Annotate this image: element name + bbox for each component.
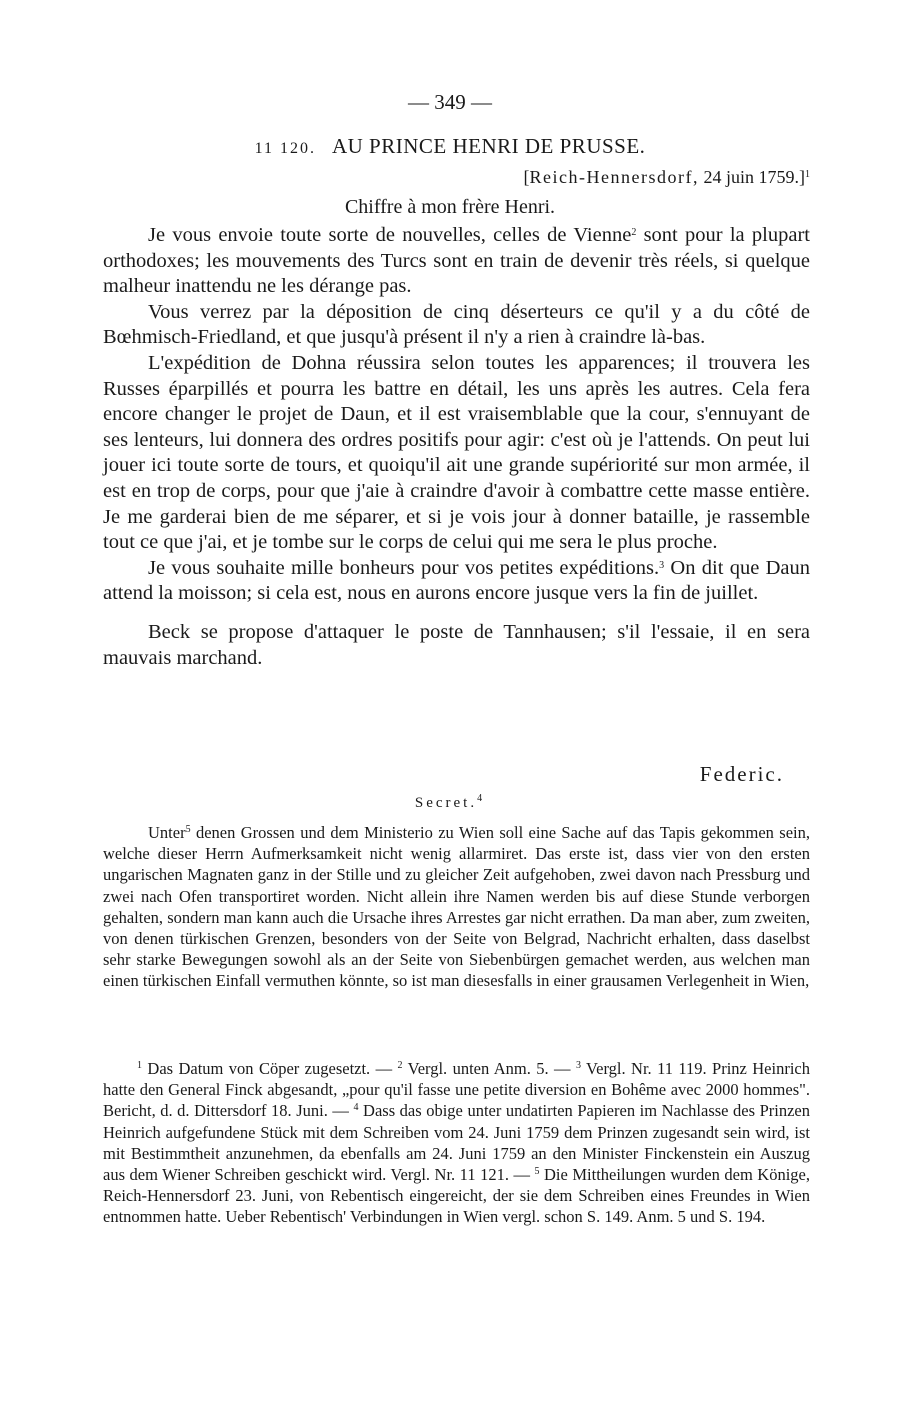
- letter-body: [103, 223, 810, 671]
- footnote-4: Dass das obige unter undatirten Papieren im Nachlasse des Prinzen Heinrich aufgefundene Stück mit dem Schreiben vom 24. Juni 1759 dem Prinzen zugesandt sein wird, ist mit Bestimmtheit anzunehmen, da ebenfalls am 24. Juni 1759 an den Minister Finckenstein ein Auszug aus dem Wiener Schreiben geschickt wird. Vergl. Nr. 11 121. —: [103, 1101, 810, 1185]
- footnote-5: Die Mittheilungen wurden dem Könige, Reich-Hennersdorf 23. Juni, von Rebentisch eingereicht, der sie dem Schreiben eines Freundes in Wien entnommen hatte. Ueber Rebentisch' Verbindungen in Wien vergl. schon S. 149. Anm. 5 und S. 194.: [103, 1165, 810, 1227]
- footnote-ref-4: 4: [477, 793, 486, 804]
- secret-text-b: denen Grossen und dem Ministerio zu Wien soll eine Sache auf das Tapis gekommen sein, welche dieser Herrn Aufmerksamkeit nicht wenig allarmiret. Das erste ist, dass vier von den ersten ungarischen Magnaten ganz in der Stille und zu gleicher Zeit aufgehoben, zwei davon nach Pressburg und zwei nach Ofen transportiret worden. Nicht allein ihre Namen werden bis auf diese Stunde verborgen gehalten, sondern man kann auch die Ursache ihres Arrestes gar nicht errathen. Da man aber, zum zweiten, von denen türkischen Grenzen, besonders von der Seite von Belgrad, Nachricht erhalten, dass daselbst sehr starke Bewegungen sowohl als an der Seite von Siebenbürgen gemachet werden, aus welchen man einen türkischen Einfall vermuthen könnte, so ist man diesesfalls in einer grausamen Verlegenheit in Wien,: [103, 823, 810, 991]
- letter-title: AU PRINCE HENRI DE PRUSSE.: [331, 134, 646, 158]
- footnote-3: Vergl. Nr. 11 119. Prinz Heinrich hatte den General Finck abgesandt, „pour qu'il fasse une petite diversion en Bohême avec 2000 hommes". Bericht, d. d. Dittersdorf 18. Juni. —: [103, 1059, 810, 1121]
- paragraph-1-text-a: Je vous envoie toute sorte de nouvelles, celles de Vienne: [148, 224, 632, 246]
- secret-heading: [0, 795, 900, 812]
- cipher-note: Chiffre à mon frère Henri.: [344, 196, 556, 218]
- paragraph-4-text-a: Je vous souhaite mille bonheurs pour vos petites expéditions.: [148, 556, 660, 579]
- signature: Federic.: [699, 762, 784, 786]
- footnote-ref-3: 3: [659, 559, 665, 571]
- footnote-mark-4: 4: [353, 1102, 359, 1114]
- secret-body: [103, 822, 810, 992]
- dateline-bracket: [: [523, 167, 530, 187]
- footnote-ref-2: 2: [631, 227, 637, 238]
- dateline-place: Reich-Hennersdorf,: [529, 167, 699, 187]
- footnote-1: Das Datum von Cöper zugesetzt. —: [142, 1059, 398, 1078]
- footnotes: [103, 1058, 810, 1228]
- footnote-mark-2: 2: [397, 1060, 403, 1071]
- paragraph-4: [103, 556, 810, 607]
- footnote-ref-1: 1: [805, 169, 810, 180]
- footnote-2: Vergl. unten Anm. 5. —: [402, 1059, 576, 1078]
- paragraph-4-text-b: On dit que Daun attend la moisson; si cela est, nous en aurons encore jusque vers la fin de juillet.: [103, 556, 811, 605]
- dateline: [524, 167, 810, 188]
- footnote-mark-5: 5: [534, 1166, 540, 1178]
- paragraph-1-text-b: sont pour la plupart orthodoxes; les mouvements des Turcs sont en train de devenir très réels, si quelque malheur inattendu ne les dérange pas.: [103, 224, 810, 298]
- secret-heading-text: Secret.: [414, 795, 478, 811]
- footnote-mark-3: 3: [575, 1060, 581, 1071]
- footnote-mark-1: 1: [137, 1060, 142, 1071]
- secret-text-a: Unter: [148, 823, 186, 842]
- footnote-block: [103, 1058, 810, 1228]
- letter-number: 11 120.: [254, 140, 316, 157]
- secret-paragraph: [103, 822, 810, 992]
- paragraph-2: Vous verrez par la déposition de cinq déserteurs ce qu'il y a du côté de Bœhmisch-Friedland, et que jusqu'à présent il n'y a rien à craindre là-bas.: [103, 300, 810, 349]
- dateline-date: 24 juin 1759.]: [703, 167, 805, 187]
- paragraph-1: [103, 223, 810, 300]
- letter-heading: [0, 134, 900, 159]
- paragraph-3: L'expédition de Dohna réussira selon toutes les apparences; il trouvera les Russes éparpillés et pourra les battre en détail, les uns après les autres. Cela fera encore changer le projet de Daun, et il est vraisemblable que la cour, s'ennuyant de ses lenteurs, lui donnera des ordres positifs pour agir: c'est où je l'attends. On peut lui jouer ici toute sorte de tours, et quoiqu'il ait une grande supériorité sur mon armée, il est en trop de corps, pour que j'aie à craindre d'avoir à combattre cette masse entière. Je me garderai bien de me séparer, et si je vois jour à donner bataille, je rassemble tout ce que j'ai, et je tombe sur le corps de celui qui me sera le plus proche.: [103, 351, 810, 554]
- page-number: — 349 —: [408, 90, 492, 114]
- paragraph-5: Beck se propose d'attaquer le poste de Tannhausen; s'il l'essaie, il en sera mauvais marchand.: [103, 620, 810, 669]
- footnote-ref-5: 5: [185, 824, 191, 835]
